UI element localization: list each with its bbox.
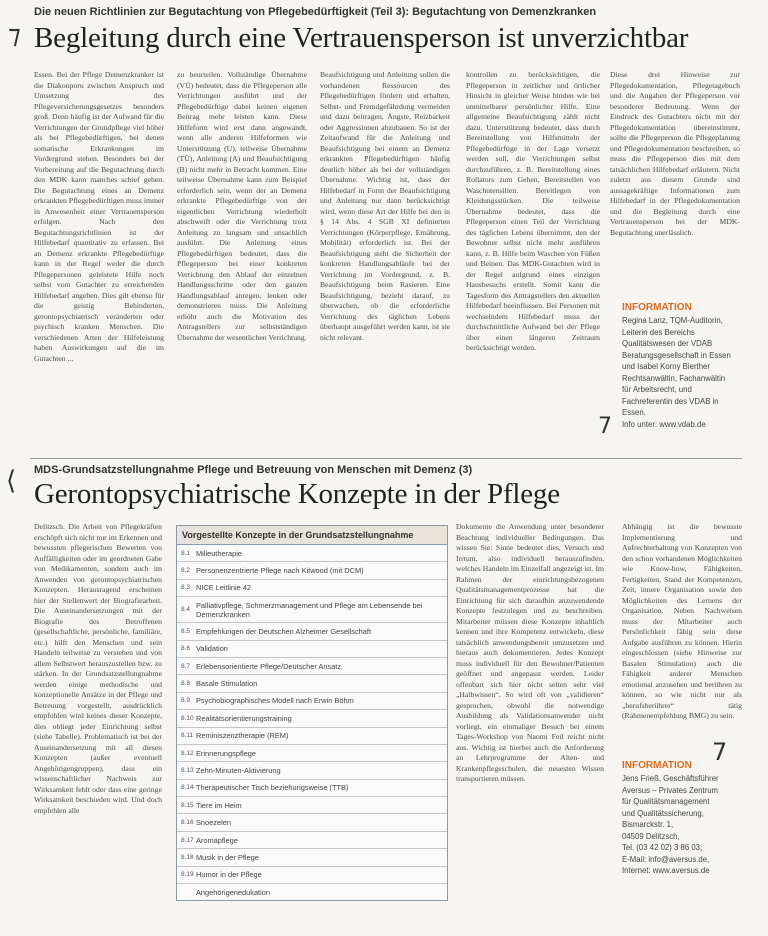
table-row [177, 545, 447, 562]
bottom-column-4: Abhängig ist die bewusste Implementierung und Aufrechterhaltung von Konzepten von den schon vorhandenen Möglichkeiten wie Know-how, Fähigkeiten, Fertigkeiten, Stand der Kompetenzen, Zeit, innere Organisation sowie den Möglichkeiten des Lernens der Organisation. Neben Nachweisen muss der Mitarbeiter auch Persönlichkeit fähig sein diese Aufgabe ausführen zu können. Hierin eingeschlossen (siehe Hinweise zur Basalen Stimulation) auch die Fähigkeit anderer Menschen emotional anzusehen und berühren zu können, so wie nicht nur als „berufsberührer“ tätig (Rahmenempfehlung BMG) zu sein. [622, 522, 742, 720]
row-number: 8.15 [181, 801, 194, 809]
bottom-info-line: E-Mail: info@aversus.de, [622, 854, 710, 864]
top-info-text [622, 315, 742, 430]
row-label: Milieutherapie [196, 548, 243, 558]
row-number: 8.11 [181, 732, 194, 740]
bottom-column-1: Delitzsch. Die Arbeit von Pflegekräften erschöpft sich nicht nur im Erkennen und bewussten pflegerischen Bewerten von Auffälligkeiten oder im geordneten Gabe von Medikamenten, sondern auch im Anwenden von gerontopsychiatrischen Konzepten. Herausragend erscheinen hier der Stellenwert der Biografiearbeit. Die Auseinandersetzungen mit der Biografie des Betroffenen (gesellschaftliche, persönliche, familiäre, etc.) hilft den Menschen und sein Handeln teilweise zu verstehen und von allem Selbstwert herauszustellen bzw. zu stärken. In der Grundsatzstellungnahme werden einige methodische und konzeptionelle Ansätze in der Pflege und Betreuung vorgestellt, ausdrücklich empfohlen wird keines dieser Konzepte, dies obliegt jeder Einrichtung selbst (siehe Tabelle). Problematisch ist bei der Auseinandersetzung mit all diesen Konzepten (außer eventuell Angehörigengruppen), dass ein wissenschaftlicher Nachweis zur Wirksamkeit fehlt oder dass eine geringe Wirksamkeit beschieden wird. Und doch empfehlen alle [34, 522, 162, 815]
row-number: 8.12 [181, 749, 194, 757]
top-info-title: INFORMATION [622, 302, 692, 313]
bottom-info-line: Tel. (03 42 02) 3 86 03; [622, 843, 703, 852]
row-label: Basale Stimulation [196, 679, 258, 689]
row-label: Aromapflege [196, 835, 238, 845]
row-label: Personenzentrierte Pflege nach Kitwood (mit DCM) [196, 566, 364, 576]
top-info-line: Info unter: www.vdab.de [622, 419, 706, 429]
top-info-line: und Isabel Korny Bierther [622, 362, 710, 371]
row-number: 8.14 [181, 784, 194, 792]
bottom-info-line: Bismarckstr. 1, [622, 820, 674, 829]
section-divider [30, 458, 742, 459]
table-row [177, 728, 447, 745]
row-label: Tiere im Heim [196, 800, 242, 810]
row-number: 8.19 [181, 871, 194, 879]
row-number: 8.13 [181, 766, 194, 774]
row-number: 8.5 [181, 627, 191, 635]
row-label: NICE Leitlinie 42 [196, 583, 252, 593]
table-row [177, 849, 447, 866]
row-number: 8.17 [181, 836, 194, 844]
row-number: 8.9 [181, 697, 191, 705]
row-number: 8.1 [181, 549, 191, 557]
top-kicker: Die neuen Richtlinien zur Begutachtung von Pflegebedürftigkeit (Teil 3): Begutachtung von Demenzkranken [34, 6, 597, 18]
bottom-kicker: MDS-Grundsatzstellungnahme Pflege und Betreuung von Menschen mit Demenz (3) [34, 464, 473, 476]
top-column-2: zu beurteilen. Vollständige Übernahme (VÜ) bedeutet, dass die Pflegeperson alle Verrichtungen ausführt und der Pflegebedürftige dabei keinen eigenen Beitrag mehr leisten kann. Diese Hilfeform wird erst dann angewandt, wenn alle anderen Hilfeformen wie Unterstützung (U), teilweise Übernahme (TÜ), Anleitung (A) und Beaufsichtigung (B) nicht mehr in Betracht kommen. Eine teilweise Übernahme kann zum Beispiel erforderlich sein, wenn der an Demenz erkrankte Pflegebedürftige von der eigentlichen Verrichtung wiederholt abschweift oder die Verrichtung trotz Anleitung zu langsam und unsachlich ausführt. Die Anleitung eines Pflegebedürftigen bedeutet, dass die Pflegeperson bei einer konkreten Verrichtung den Ablauf der einzelnen Handlungsschritte oder den ganzen Handlungsablauf anregen, lenken oder demonstrieren muss. Die Anleitung erhöht auch die Motivation des Antragstellers zur selbstständigen Übernahme der wesentlichen Verrichtung. [177, 70, 307, 342]
bottom-headline: Gerontopsychiatrische Konzepte in der Pflege [34, 478, 560, 510]
top-column-1: Essen. Bei der Pflege Demenzkranker ist die Diakonporu zwischen Anspruch und Umsetzung des Pflegeversicherungsgesetzes besonders groß. Denn häufig ist der Aufwand für die Verrichtungen der Grundpflege viel höher als bei Pflegebedürftigen, bei denen somatische Erkrankungen im Vordergrund stehen. Besonders bei der Vorbereitung auf die Begutachtung durch den MDK kann manches schief gehen. Die Begutachtung eines an Demenz erkrankten Pflegebedürftigen muss immer in Anwesenheit einer Vertrauensperson erfolgen. Nach den Begutachtungsrichtlinien ist der Hilfebedarf quantitativ zu erfassen. Bei an Demenz erkrankte Pflegebedürftige kann in der Regel weder die durch Pflegepersonen geleistete Hilfe noch selbst vom Gutachter zu erreichenden Hilfebedarf angeben. Dies gilt ebenso für die geistig Behinderten, gerontopsychiatrisch veränderten oder psychisch kranken Menschen. Die verschiedenen Arten der Hilfeleistung haben Auswirkungen auf die im Gutachten ... [34, 70, 164, 363]
row-number: 8.8 [181, 680, 191, 688]
table-row [177, 832, 447, 849]
bottom-info-box [622, 756, 746, 877]
top-column-4: kontrollen zu berücksichtigen, die Pflegeperson in zeitlicher und örtlicher Hinsicht in gleicher Weise binden wie bei unmittelbarer persönlicher Hilfe. Eine allgemeine Beaufsichtigung zählt nicht dazu. Unterstützung bedeutet, dass durch Bereitstellung von Hilfsmitteln der Pflegebedürftige in der Lage versetzt werden soll, die Verrichtungen selbst durchzuführen, z. B. Bereitstellung eines Rollators zum Gehen, Bereitstellen von Waschutensilien. Bereitlegen von Kleidungsstücken. Die teilweise Übernahme bedeutet, dass die Pflegeperson einen Teil der Verrichtung des täglichen Lebens übernimmt, den der Bewohner selbst nicht mehr ausführen kann, z. B. Hilfe beim Waschen von Füßen und Beinen. Das MDK-Gutachten wird in der Regel aufgrund eines einzigen Hausbesuchs erstellt. Somit kann die Tagesform des Antragstellers den aktuellen Hilfebedarf beeinflussen. Bei Personen mit wechselndem Hilfebedarf muss der durchschnittliche Aufwand bei der Pflege über einen längeren Zeitraum berücksichtigt werden. [466, 70, 600, 352]
table-row [177, 693, 447, 710]
table-row [177, 641, 447, 658]
handwritten-check-icon: ⟨ [6, 466, 17, 496]
table-row [177, 562, 447, 579]
table-row [177, 780, 447, 797]
top-column-5: Diese drei Hinweise zur Pflegedokumentation, Pflegetagebuch und die Angaben der Pflegeperson vor besonderer Bedeutung. Wenn der Eindruck des Gutachters nicht mit der Pflegedokumentation übereinstimmt, sollte die Pflegeperson die Pflegeplanung und Pflegedokumentation beschreiben, so muss die Pflegeperson dies mit dem tatsächlichen Hilfebedarf erläutern. Nicht zuletzt aus diesem Grunde sind aussagekräftige Informationen zum Hilfebedarf in der Pflegedokumentation und die Begleitung durch eine Vertrauensperson bei der MDK-Begutachtung unerlässlich. [610, 70, 740, 237]
top-info-line: für Arbeitsrecht, und Fachreferentin des VDAB in Essen. [622, 385, 719, 417]
table-row [177, 710, 447, 727]
table-row [177, 658, 447, 675]
table-row [177, 675, 447, 692]
table-row [177, 797, 447, 814]
row-number: 8.4 [181, 606, 191, 614]
row-label: Angehörigenedukation [196, 887, 270, 897]
table-row [177, 814, 447, 831]
table-row [177, 762, 447, 779]
row-label: Snoezelen [196, 818, 231, 828]
bottom-info-text [622, 773, 746, 877]
row-label: Zehn-Minuten-Aktivierung [196, 765, 281, 775]
bottom-info-line: und Qualitätssicherung, [622, 808, 704, 818]
bottom-info-line: für Qualitätsmanagement [622, 797, 710, 806]
table-row [177, 884, 447, 900]
row-number: 8.2 [181, 567, 191, 575]
row-label: Reminiszenztherapie (REM) [196, 731, 289, 741]
row-number: 8.3 [181, 584, 191, 592]
top-headline: Begleitung durch eine Vertrauensperson ist unverzichtbar [34, 22, 689, 54]
bottom-info-line: 04509 Delitzsch, [622, 831, 680, 841]
bottom-info-title: INFORMATION [622, 760, 692, 771]
row-label: Therapeutischer Tisch beziehungsweise (TTB) [196, 783, 349, 793]
handwritten-7-icon: 7 [712, 738, 728, 766]
handwritten-7-icon: 7 [598, 414, 612, 439]
table-title: Vorgestellte Konzepte in der Grundsatzstellungnahme [177, 526, 447, 545]
row-label: Validation [196, 644, 228, 654]
row-number: 8.10 [181, 714, 194, 722]
bottom-info-line: Aversus – Privates Zentrum [622, 785, 719, 795]
row-label: Psychobiographisches Modell nach Erwin Böhm [196, 696, 354, 706]
bottom-info-line: Jens Frieß, Geschäftsführer [622, 774, 719, 783]
table-row [177, 867, 447, 884]
bottom-info-line: Internet: www.aversus.de [622, 866, 710, 875]
top-info-box [622, 298, 742, 430]
top-info-line: Rechtsanwältin, Fachanwältin [622, 373, 726, 383]
table-row [177, 597, 447, 623]
row-label: Erlebensorientierte Pflege/Deutscher Ansatz [196, 661, 342, 671]
bottom-column-3: Dokumente die Anwendung unter besonderer Beachtung individueller Bedingungen. Das wissen Sie: Sinne bedeutet dies, Versuch und Irrtum, also individuell herauszufinden, welches Handeln im Einzelfall angezeigt ist. Im Rahmen der einrichtungsbezogenen Qualitätsmanagementprozesse hat die Einrichtung für sich daraufhin anzuwendende Konzepte festzulegen und zu beschreiben. Mitarbeiter müssen diese Konzepte inhaltlich kennen und ihre Kompetenz entwickeln, diese tatsächlich anwendungsbereit umzusetzen und hieraus auch dokumentieren. Jedes Konzept muss individuell für den Bewohner/Patienten geöffnet und angepasst werden. Leider offenbart sich hier nicht selten sehr viel „Halbwissen“. So wird oft von „validieren“ gesprochen, obwohl die notwendige Ausbildung als Validationsanwender nicht vorliegt, ein einmaliger Besuch bei einem Tages-Workshop von Naomi Feil reicht nicht aus. Wichtig ist hierbei auch die Anforderung an Lehrprogramme der Alten- und Krankenpflegeschulen, die neuesten Wissen transportieren müssen. [456, 522, 604, 783]
top-column-3: Beaufsichtigung und Anleitung sollen die vorhandenen Ressourcen des Pflegebedürftigen fördern und erhalten, Selbst- und Fremdgefährdung vermeiden und dazu beitragen, Ängste, Reizbarkeit oder Aggressionen abzubauen. So ist der Zeitaufwand für die Anleitung und Beaufsichtigung bei einem an Demenz erkrankten Pflegebedürftigen häufig deutlich höher als bei der vollständigen Übernahme. Wichtig ist, dass der Hilfebedarf in Form der Beaufsichtigung und Anleitung nur dann berücksichtigt wird, wenn diese Art der Hilfe bei den in § 14 Abs. 4 SGB XI definierten Verrichtungen (Körperpflege, Ernährung, Mobilität) erforderlich ist. Bei der Beaufsichtigung steht die Sicherheit der konkreten Handlungsabläufe bei der Verrichtung im Vordergrund, z. B. Beaufsichtigung beim Rasieren. Eine Beaufsichtigung, bezieht darauf, zu überwachen, ob die erforderliche Verrichtung des täglichen Lebens überhaupt ausgeführt werden kann, ist sie nicht relevant. [320, 70, 450, 342]
table-row [177, 580, 447, 597]
top-info-line: Regina Lanz, TQM-Auditorin, [622, 316, 723, 325]
top-info-line: Leiterin des Bereichs Qualitätswesen der VDAB Beratungsgesellschaft in Essen [622, 327, 731, 360]
row-label: Erinnerungspflege [196, 748, 256, 758]
table-row [177, 745, 447, 762]
handwritten-7-icon: ⁊ [8, 20, 21, 50]
row-label: Palliativpflege, Schmerzmanagement und Pflege am Lebensende bei Demenzkranken [196, 600, 423, 619]
row-label: Humor in der Pflege [196, 870, 262, 880]
row-label: Empfehlungen der Deutschen Alzheimer Gesellschaft [196, 626, 372, 636]
table-row [177, 623, 447, 640]
row-number: 8.16 [181, 819, 194, 827]
row-number: 8.6 [181, 645, 191, 653]
row-number: 8.7 [181, 662, 191, 670]
concepts-table [176, 525, 448, 901]
row-number: 8.18 [181, 853, 194, 861]
row-label: Realitätsorientierungstraining [196, 713, 292, 723]
row-label: Musik in der Pflege [196, 852, 259, 862]
